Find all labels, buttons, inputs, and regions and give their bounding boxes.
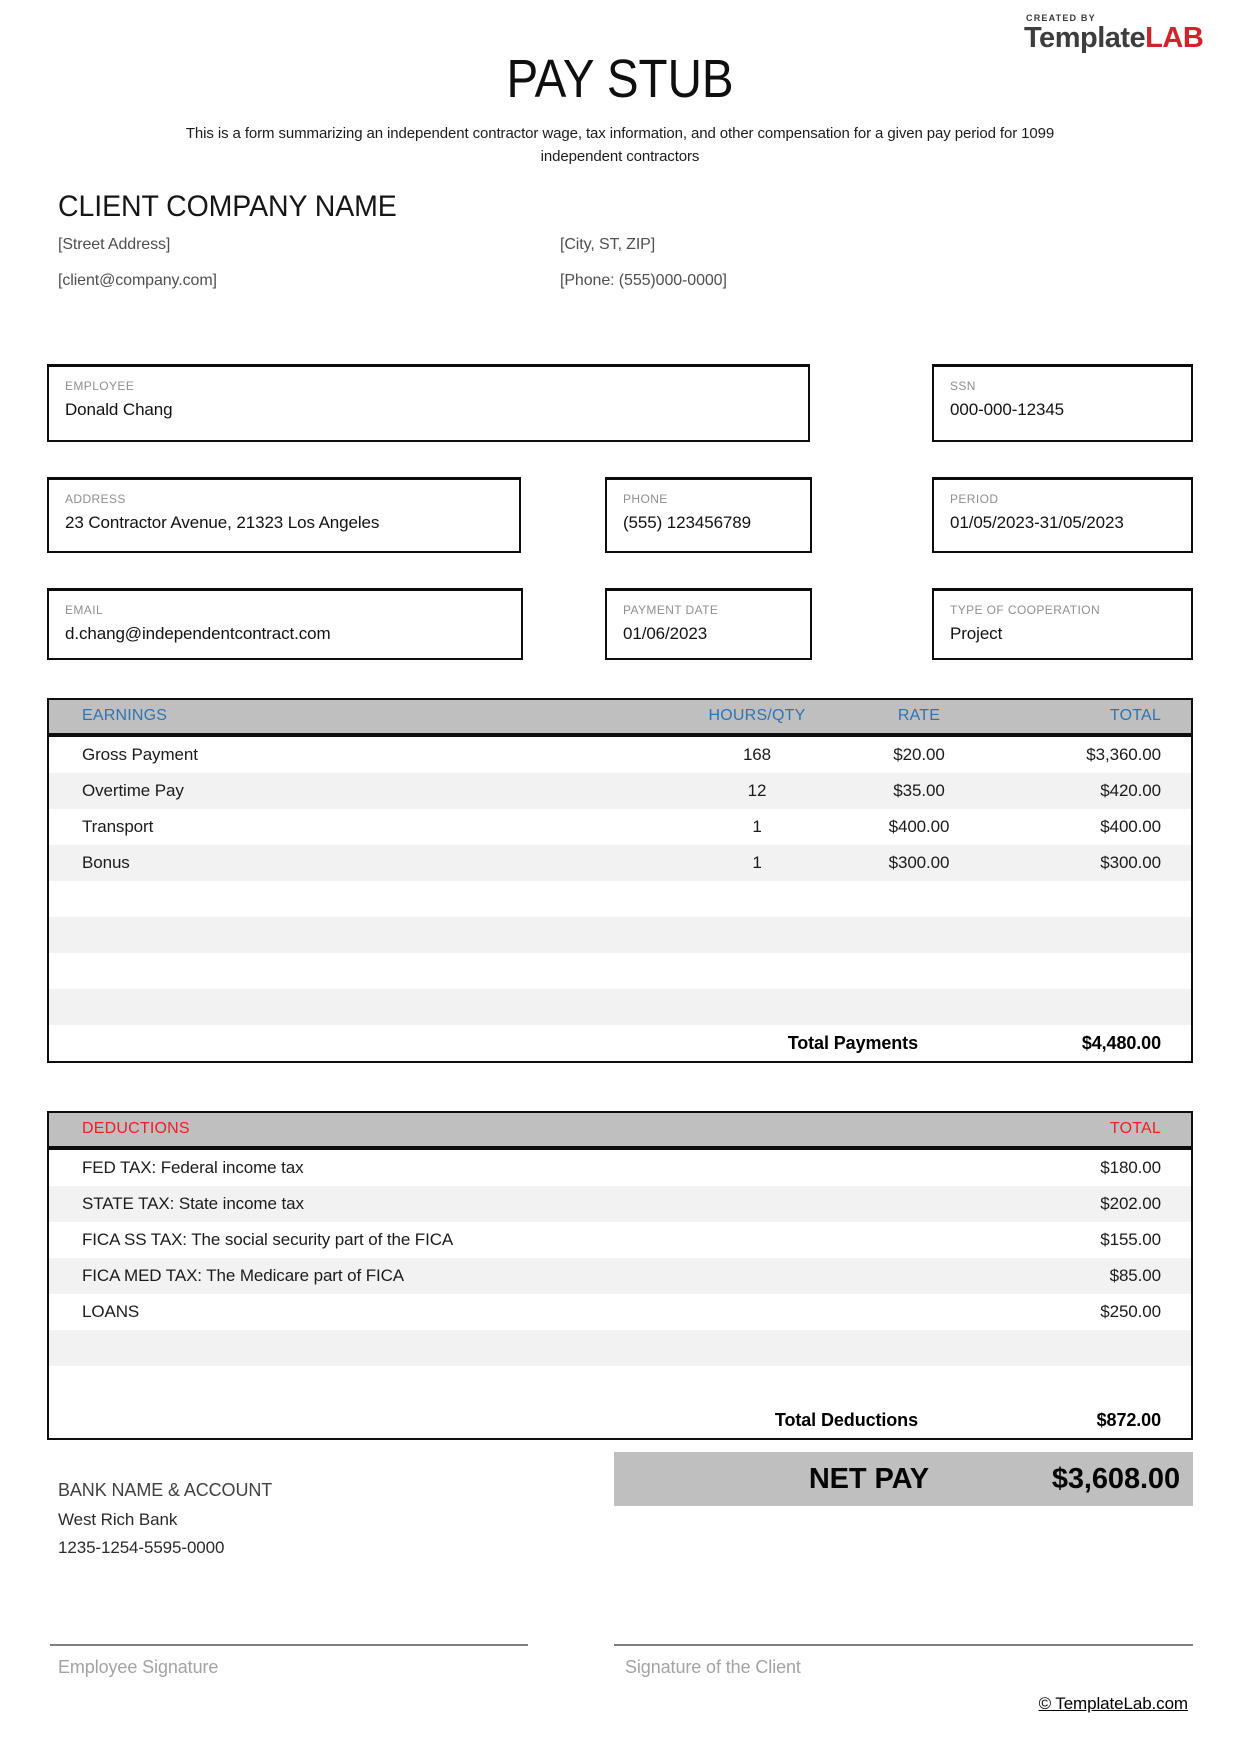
deductions-row: [49, 1150, 1191, 1186]
templatelab-logo: [1024, 13, 1203, 53]
deductions-row-total: $202.00: [1100, 1194, 1161, 1213]
earnings-row-label: Gross Payment: [82, 745, 198, 764]
client-signature-label: Signature of the Client: [625, 1657, 801, 1677]
client-city-placeholder: [City, ST, ZIP]: [560, 236, 656, 253]
client-phone-placeholder: [Phone: (555)000-0000]: [560, 272, 727, 289]
address-box: [47, 477, 521, 553]
deductions-row-label: STATE TAX: State income tax: [82, 1194, 304, 1213]
employee-signature-label: Employee Signature: [58, 1657, 219, 1677]
deductions-header-deductions: DEDUCTIONS: [82, 1120, 190, 1137]
period-box: [932, 477, 1193, 553]
earnings-row: [49, 737, 1191, 773]
ssn-label: SSN: [950, 379, 976, 393]
employee-value: Donald Chang: [65, 400, 173, 419]
phone-value: (555) 123456789: [623, 513, 752, 532]
logo-brand-lab: LAB: [1145, 22, 1204, 54]
address-label: ADDRESS: [65, 492, 126, 506]
earnings-row-qty: 1: [752, 817, 762, 836]
subtitle-line-2: independent contractors: [540, 148, 700, 165]
earnings-total-label: Total Payments: [787, 1033, 918, 1053]
client-email-placeholder: [client@company.com]: [58, 272, 217, 289]
email-value: d.chang@independentcontract.com: [65, 624, 331, 643]
deductions-table: [47, 1111, 1193, 1440]
subtitle-line-1: This is a form summarizing an independent contractor wage, tax information, and other compensation for a given pay period for 1099: [185, 125, 1055, 142]
deductions-row: [49, 1186, 1191, 1222]
deductions-total-value: $872.00: [1096, 1410, 1161, 1430]
address-value: 23 Contractor Avenue, 21323 Los Angeles: [65, 513, 380, 532]
cooperation-box: [932, 588, 1193, 660]
deductions-row-total: $250.00: [1100, 1302, 1161, 1321]
ssn-value: 000-000-12345: [950, 400, 1065, 419]
employee-signature-line: [50, 1644, 528, 1646]
net-pay-value: $3,608.00: [1051, 1463, 1180, 1495]
earnings-empty-row: [49, 917, 1191, 953]
deductions-row-label: FICA SS TAX: The social security part of the FICA: [82, 1230, 454, 1249]
earnings-row-qty: 1: [752, 853, 762, 872]
deductions-table-header: [49, 1113, 1191, 1150]
deductions-empty-row: [49, 1330, 1191, 1366]
earnings-header-hours-qty: HOURS/QTY: [708, 707, 806, 724]
cooperation-label: TYPE OF COOPERATION: [950, 603, 1101, 617]
payment-date-value: 01/06/2023: [623, 624, 708, 643]
deductions-row-label: FICA MED TAX: The Medicare part of FICA: [82, 1266, 405, 1285]
client-signature-line: [614, 1644, 1193, 1646]
earnings-row-label: Bonus: [82, 853, 130, 872]
templatelab-link[interactable]: © TemplateLab.com: [1038, 1694, 1188, 1713]
bank-heading: BANK NAME & ACCOUNT: [58, 1480, 273, 1500]
earnings-row-rate: $35.00: [893, 781, 945, 800]
earnings-header-rate: RATE: [897, 707, 941, 724]
earnings-table: [47, 698, 1193, 1063]
earnings-empty-row: [49, 881, 1191, 917]
payment-date-label: PAYMENT DATE: [623, 603, 719, 617]
footer-credit: [0, 1694, 1188, 1714]
earnings-row-total: $400.00: [1100, 817, 1161, 836]
earnings-total-value: $4,480.00: [1081, 1033, 1161, 1053]
page-title: PAY STUB: [506, 49, 734, 109]
client-street-placeholder: [Street Address]: [58, 236, 171, 253]
page-subtitle: [110, 122, 1130, 168]
ssn-box: [932, 364, 1193, 442]
deductions-row: [49, 1258, 1191, 1294]
earnings-total-row: [49, 1025, 1191, 1061]
deductions-total-label: Total Deductions: [774, 1410, 918, 1430]
email-box: [47, 588, 523, 660]
deductions-row: [49, 1222, 1191, 1258]
net-pay-bar: [614, 1452, 1193, 1506]
payment-date-box: [605, 588, 812, 660]
earnings-header-total: TOTAL: [1109, 707, 1161, 724]
earnings-row-qty: 12: [747, 781, 767, 800]
phone-label: PHONE: [623, 492, 668, 506]
cooperation-value: Project: [950, 624, 1003, 643]
earnings-row-rate: $20.00: [893, 745, 945, 764]
deductions-row-total: $155.00: [1100, 1230, 1161, 1249]
earnings-header-earnings: EARNINGS: [82, 707, 168, 724]
email-label: EMAIL: [65, 603, 104, 617]
title-wrap: [0, 48, 1240, 110]
period-value: 01/05/2023-31/05/2023: [950, 513, 1124, 532]
earnings-empty-row: [49, 953, 1191, 989]
earnings-empty-row: [49, 989, 1191, 1025]
deductions-row-label: FED TAX: Federal income tax: [82, 1158, 304, 1177]
phone-box: [605, 477, 812, 553]
deductions-total-row: [49, 1402, 1191, 1438]
earnings-row-total: $300.00: [1100, 853, 1161, 872]
earnings-row-rate: $400.00: [888, 817, 950, 836]
deductions-empty-row: [49, 1366, 1191, 1402]
employee-label: EMPLOYEE: [65, 379, 135, 393]
earnings-row-label: Transport: [82, 817, 154, 836]
earnings-row-label: Overtime Pay: [82, 781, 184, 800]
employee-box: [47, 364, 810, 442]
net-pay-label: NET PAY: [808, 1463, 929, 1495]
deductions-row: [49, 1294, 1191, 1330]
earnings-row-total: $3,360.00: [1086, 745, 1161, 764]
period-label: PERIOD: [950, 492, 999, 506]
earnings-row-qty: 168: [742, 745, 772, 764]
earnings-row: [49, 809, 1191, 845]
deductions-row-total: $85.00: [1109, 1266, 1161, 1285]
bank-name: West Rich Bank: [58, 1510, 178, 1529]
deductions-row-label: LOANS: [82, 1302, 140, 1321]
deductions-header-total: TOTAL: [1109, 1120, 1161, 1137]
logo-brand-template: Template: [1024, 22, 1146, 54]
earnings-table-header: [49, 700, 1191, 737]
earnings-row-rate: $300.00: [888, 853, 950, 872]
earnings-row: [49, 773, 1191, 809]
deductions-row-total: $180.00: [1100, 1158, 1161, 1177]
client-company-name: CLIENT COMPANY NAME: [58, 190, 397, 223]
bank-account-number: 1235-1254-5595-0000: [58, 1538, 225, 1557]
earnings-row: [49, 845, 1191, 881]
logo-created-by: CREATED BY: [1026, 13, 1096, 23]
earnings-row-total: $420.00: [1100, 781, 1161, 800]
